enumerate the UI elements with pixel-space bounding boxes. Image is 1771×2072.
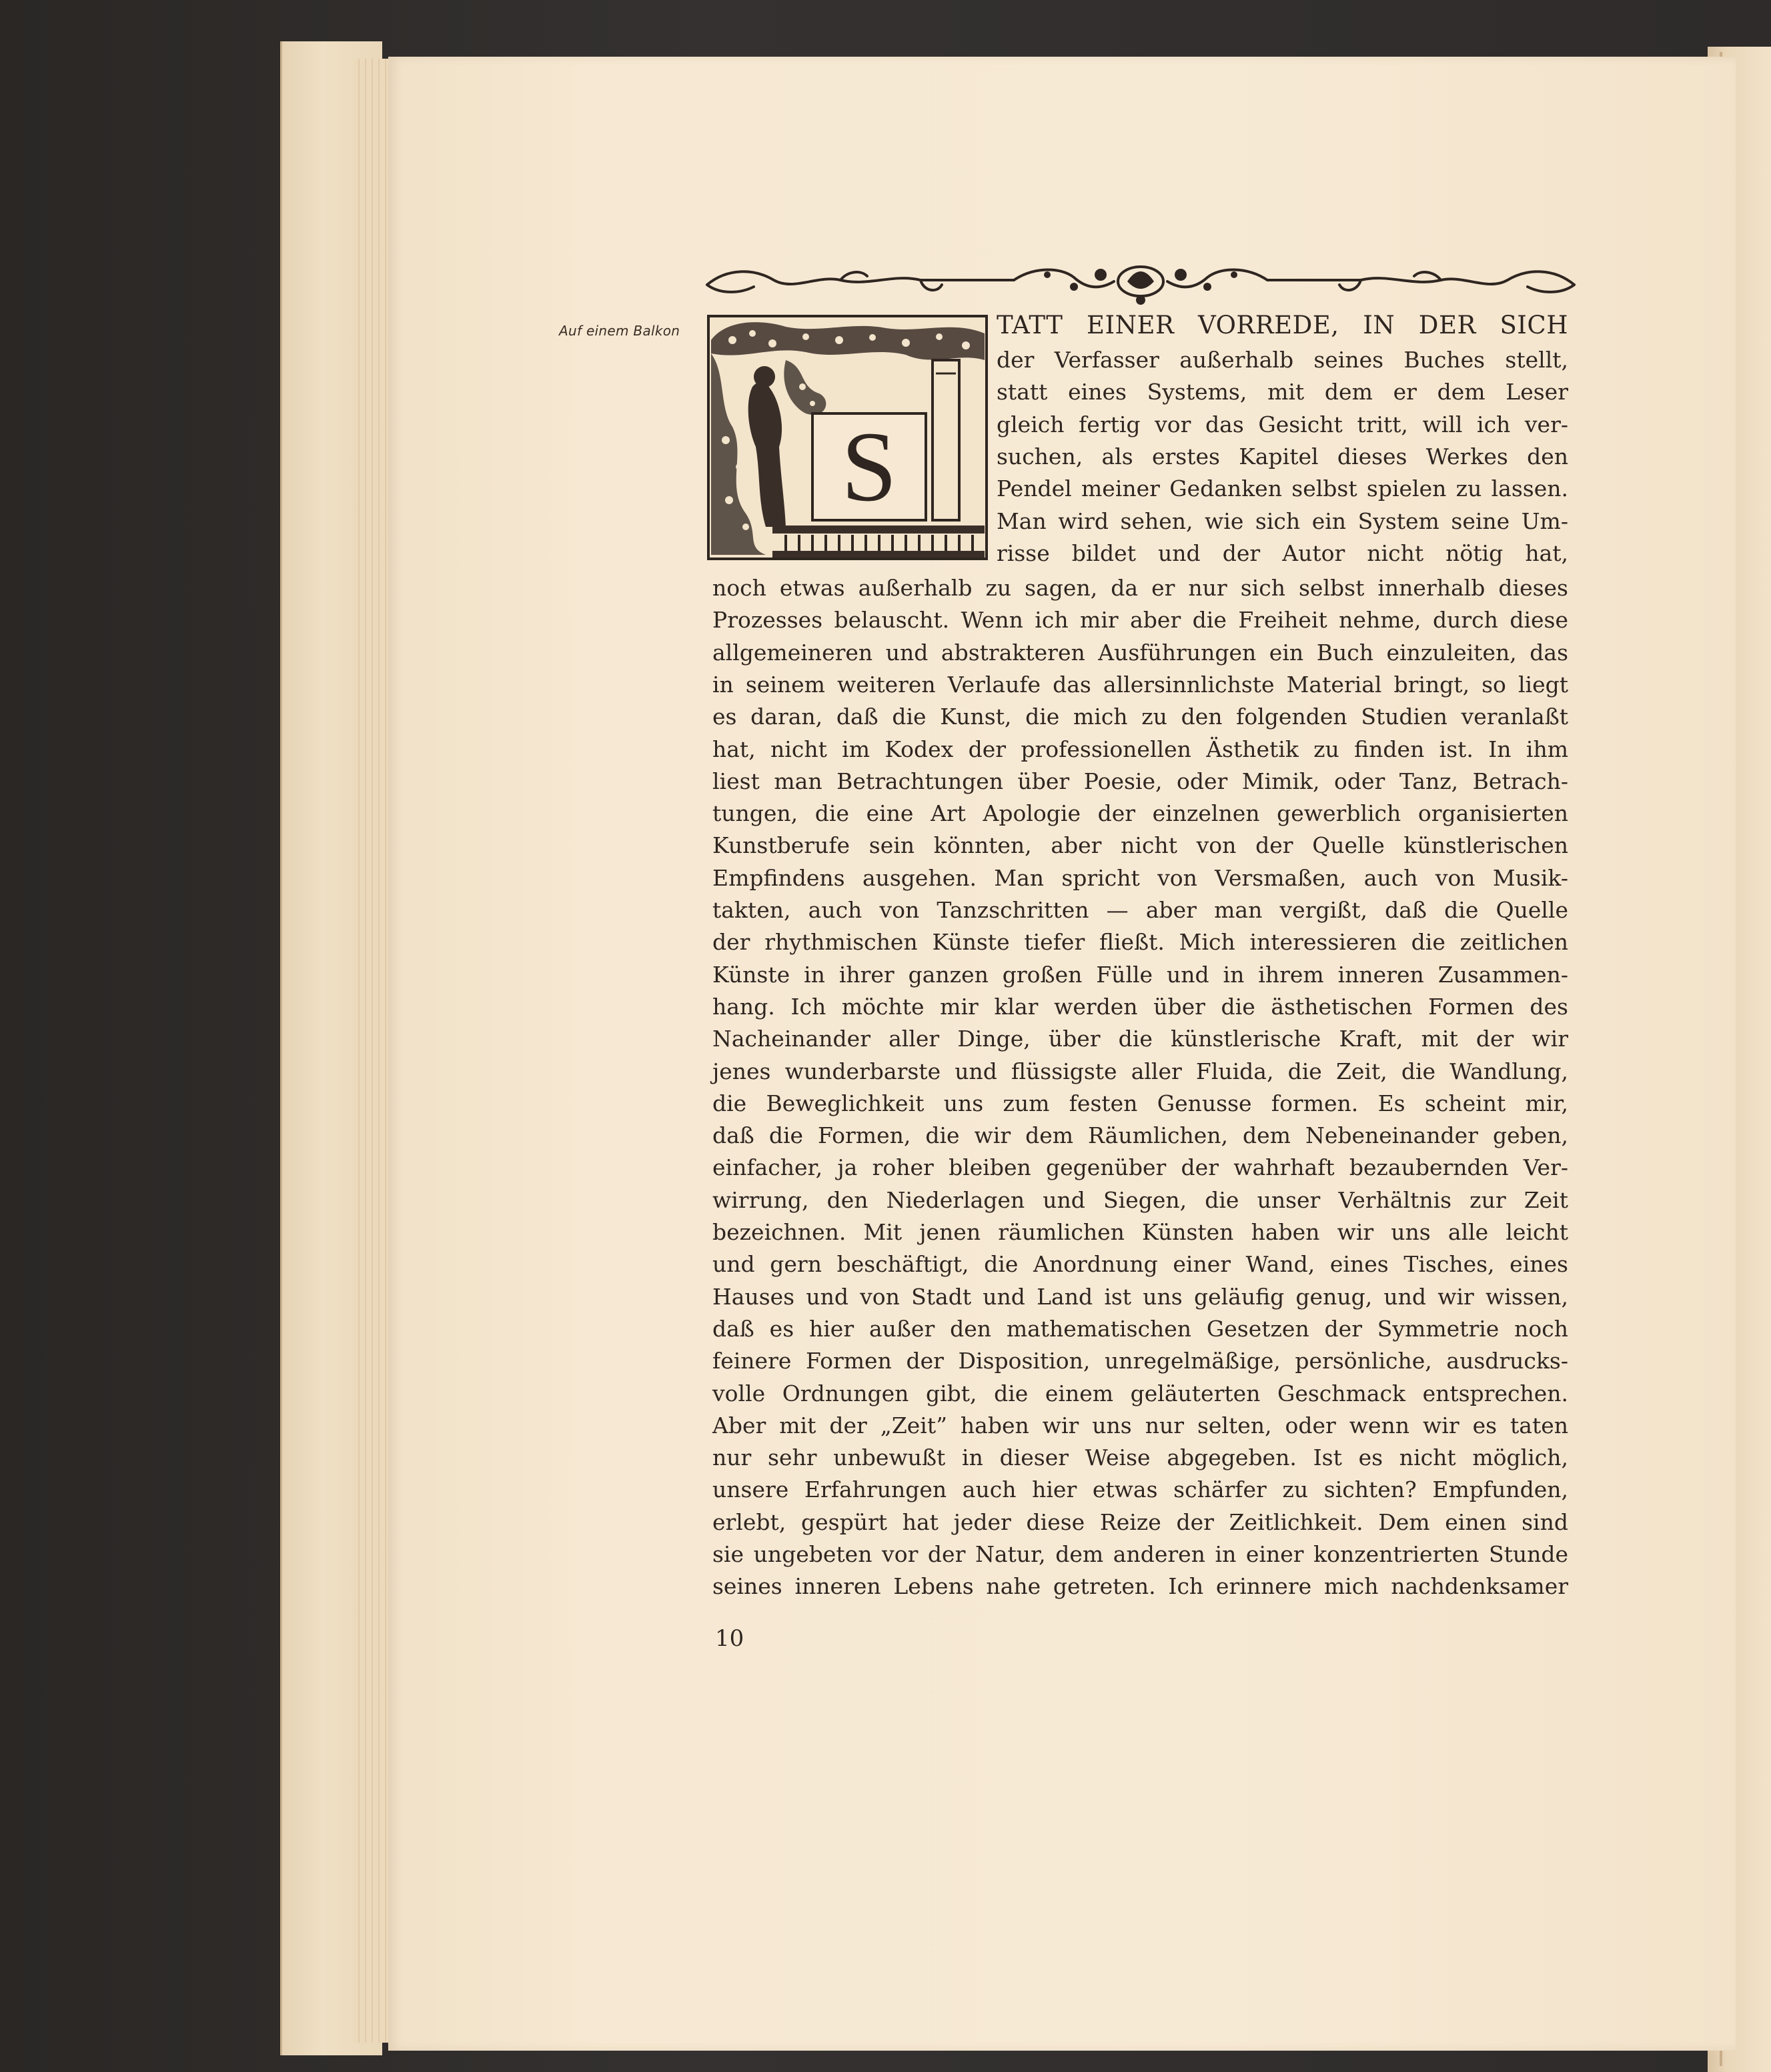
text-line: nur sehr unbewußt in dieser Weise abgegeben. Ist es nicht möglich, bbox=[712, 1444, 1568, 1471]
text-line: der rhythmischen Künste tiefer fließt. Mich interessieren die zeitlichen bbox=[712, 929, 1568, 956]
text-line: Künste in ihrer ganzen großen Fülle und in ihrem inneren Zusammen- bbox=[712, 961, 1568, 988]
text-line: tungen, die eine Art Apologie der einzelnen gewerblich organisierten bbox=[712, 800, 1568, 827]
text-line: noch etwas außerhalb zu sagen, da er nur sich selbst innerhalb dieses bbox=[712, 575, 1568, 601]
text-line: statt eines Systems, mit dem er dem Leser bbox=[997, 379, 1568, 405]
text-line: daß es hier außer den mathematischen Gesetzen der Symmetrie noch bbox=[712, 1315, 1568, 1342]
text-line: erlebt, gespürt hat jeder diese Reize der Zeitlichkeit. Dem einen sind bbox=[712, 1508, 1568, 1535]
text-line: Empfindens ausgehen. Man spricht von Versmaßen, auch von Musik- bbox=[712, 864, 1568, 891]
text-line: wirrung, den Niederlagen und Siegen, die unser Verhältnis zur Zeit bbox=[712, 1186, 1568, 1213]
text-line: der Verfasser außerhalb seines Buches stellt, bbox=[997, 347, 1568, 373]
text-line: Aber mit der „Zeit” haben wir uns nur selten, oder wenn wir es taten bbox=[712, 1412, 1568, 1438]
text-line: liest man Betrachtungen über Poesie, oder Mimik, oder Tanz, Betrach- bbox=[712, 768, 1568, 794]
text-line: gleich fertig vor das Gesicht tritt, will ich ver- bbox=[997, 411, 1568, 437]
text-line: hat, nicht im Kodex der professionellen Ästhetik zu finden ist. In ihm bbox=[712, 736, 1568, 762]
text-line: es daran, daß die Kunst, die mich zu den folgenden Studien veranlaßt bbox=[712, 704, 1568, 730]
ornament-vignette bbox=[700, 255, 1581, 308]
text-line: takten, auch von Tanzschritten — aber man vergißt, daß die Quelle bbox=[712, 897, 1568, 923]
text-line: jenes wunderbarste und flüssigste aller Fluida, die Zeit, die Wandlung, bbox=[712, 1058, 1568, 1084]
text-line: Prozesses belauscht. Wenn ich mir aber die Freiheit nehme, durch diese bbox=[712, 607, 1568, 634]
text-line: Man wird sehen, wie sich ein System seine Um- bbox=[997, 507, 1568, 534]
text-line: die Beweglichkeit uns zum festen Genusse formen. Es scheint mir, bbox=[712, 1090, 1568, 1116]
text-line: in seinem weiteren Verlaufe das allersinnlichste Material bringt, so liegt bbox=[712, 671, 1568, 698]
text-line: bezeichnen. Mit jenen räumlichen Künsten haben wir uns alle leicht bbox=[712, 1219, 1568, 1245]
page-stack-edges bbox=[354, 59, 394, 2043]
drop-cap-letter: S bbox=[841, 411, 897, 522]
text-line: suchen, als erstes Kapitel dieses Werkes den bbox=[997, 443, 1568, 469]
text-line: seines inneren Lebens nahe getreten. Ich erinnere mich nachdenksamer bbox=[712, 1573, 1568, 1600]
chapter-heading: TATT EINER VORREDE, IN DER SICH bbox=[997, 311, 1568, 339]
page-number: 10 bbox=[715, 1625, 744, 1652]
text-line: Nacheinander aller Dinge, über die künstlerische Kraft, mit der wir bbox=[712, 1026, 1568, 1052]
text-line: einfacher, ja roher bleiben gegenüber der wahrhaft bezaubernden Ver- bbox=[712, 1154, 1568, 1181]
marginal-note: Auf einem Balkon bbox=[559, 323, 680, 339]
text-line: Kunstberufe sein könnten, aber nicht von der Quelle künstlerischen bbox=[712, 832, 1568, 859]
text-line: daß die Formen, die wir dem Räumlichen, dem Nebeneinander geben, bbox=[712, 1122, 1568, 1149]
text-line: sie ungebeten vor der Natur, dem anderen in einer konzentrierten Stunde bbox=[712, 1541, 1568, 1567]
text-line: unsere Erfahrungen auch hier etwas schärfer zu sichten? Empfunden, bbox=[712, 1476, 1568, 1503]
text-line: und gern beschäftigt, die Anordnung einer Wand, eines Tisches, eines bbox=[712, 1251, 1568, 1278]
text-line: Hauses und von Stadt und Land ist uns geläufig genug, und wir wissen, bbox=[712, 1283, 1568, 1310]
text-line: hang. Ich möchte mir klar werden über die ästhetischen Formen des bbox=[712, 993, 1568, 1020]
decorated-initial bbox=[706, 313, 989, 562]
text-line: risse bildet und der Autor nicht nötig hat, bbox=[997, 540, 1568, 566]
text-line: Pendel meiner Gedanken selbst spielen zu lassen. bbox=[997, 475, 1568, 502]
text-line: allgemeineren und abstrakteren Ausführungen ein Buch einzuleiten, das bbox=[712, 639, 1568, 666]
text-line: feinere Formen der Disposition, unregelmäßige, persönliche, ausdrucks- bbox=[712, 1348, 1568, 1374]
text-line: volle Ordnungen gibt, die einem geläuterten Geschmack entsprechen. bbox=[712, 1380, 1568, 1406]
